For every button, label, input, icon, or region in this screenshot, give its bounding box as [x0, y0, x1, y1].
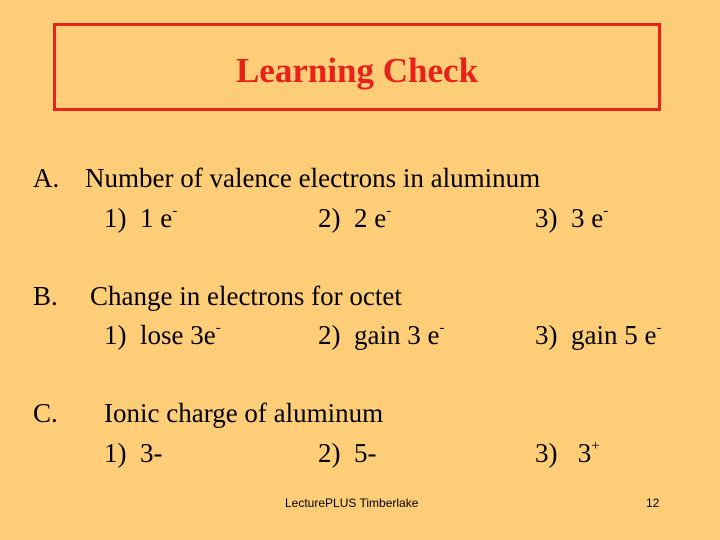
- question-b-prompt: Change in electrons for octet: [90, 281, 402, 311]
- option-text: 2 e: [354, 203, 387, 233]
- question-c-option-2: [318, 440, 377, 467]
- title-box: [53, 23, 661, 111]
- option-number: 2): [318, 203, 341, 233]
- option-text: gain 3 e: [354, 320, 440, 350]
- question-b-option-1: [104, 322, 221, 349]
- option-number: 1): [104, 438, 127, 468]
- question-a-option-3: [535, 205, 608, 232]
- question-b-option-3: [535, 322, 661, 349]
- option-number: 3): [535, 203, 558, 233]
- question-c-option-3: [535, 440, 600, 467]
- question-a-option-1: [104, 205, 177, 232]
- option-number: 3): [535, 438, 558, 468]
- option-text: 3: [577, 438, 592, 468]
- option-superscript: -: [386, 203, 392, 219]
- option-superscript: -: [215, 320, 221, 336]
- question-b-option-2: [318, 322, 444, 349]
- option-superscript: -: [172, 203, 178, 219]
- option-text: gain 5 e: [571, 320, 657, 350]
- slide-title: Learning Check: [235, 50, 479, 90]
- option-number: 2): [318, 438, 341, 468]
- option-text: 3 e: [571, 203, 604, 233]
- option-text: 1 e: [140, 203, 173, 233]
- option-text: 3-: [140, 438, 163, 468]
- option-superscript: +: [591, 438, 600, 454]
- footer-credit: LecturePLUS Timberlake: [285, 496, 419, 510]
- question-a-prompt: Number of valence electrons in aluminum: [85, 163, 541, 193]
- option-text: lose 3e: [140, 320, 216, 350]
- page-number: 12: [646, 496, 660, 510]
- question-b-letter: B.: [33, 281, 58, 311]
- option-superscript: -: [439, 320, 445, 336]
- question-c-option-1: [104, 440, 163, 467]
- question-c-letter: C.: [33, 398, 58, 428]
- option-number: 2): [318, 320, 341, 350]
- option-superscript: -: [603, 203, 609, 219]
- option-superscript: -: [656, 320, 662, 336]
- option-number: 1): [104, 320, 127, 350]
- question-a-letter: A.: [33, 163, 60, 193]
- option-text: 5-: [354, 438, 377, 468]
- option-number: 1): [104, 203, 127, 233]
- question-c-prompt: Ionic charge of aluminum: [104, 398, 384, 428]
- option-number: 3): [535, 320, 558, 350]
- question-a-option-2: [318, 205, 391, 232]
